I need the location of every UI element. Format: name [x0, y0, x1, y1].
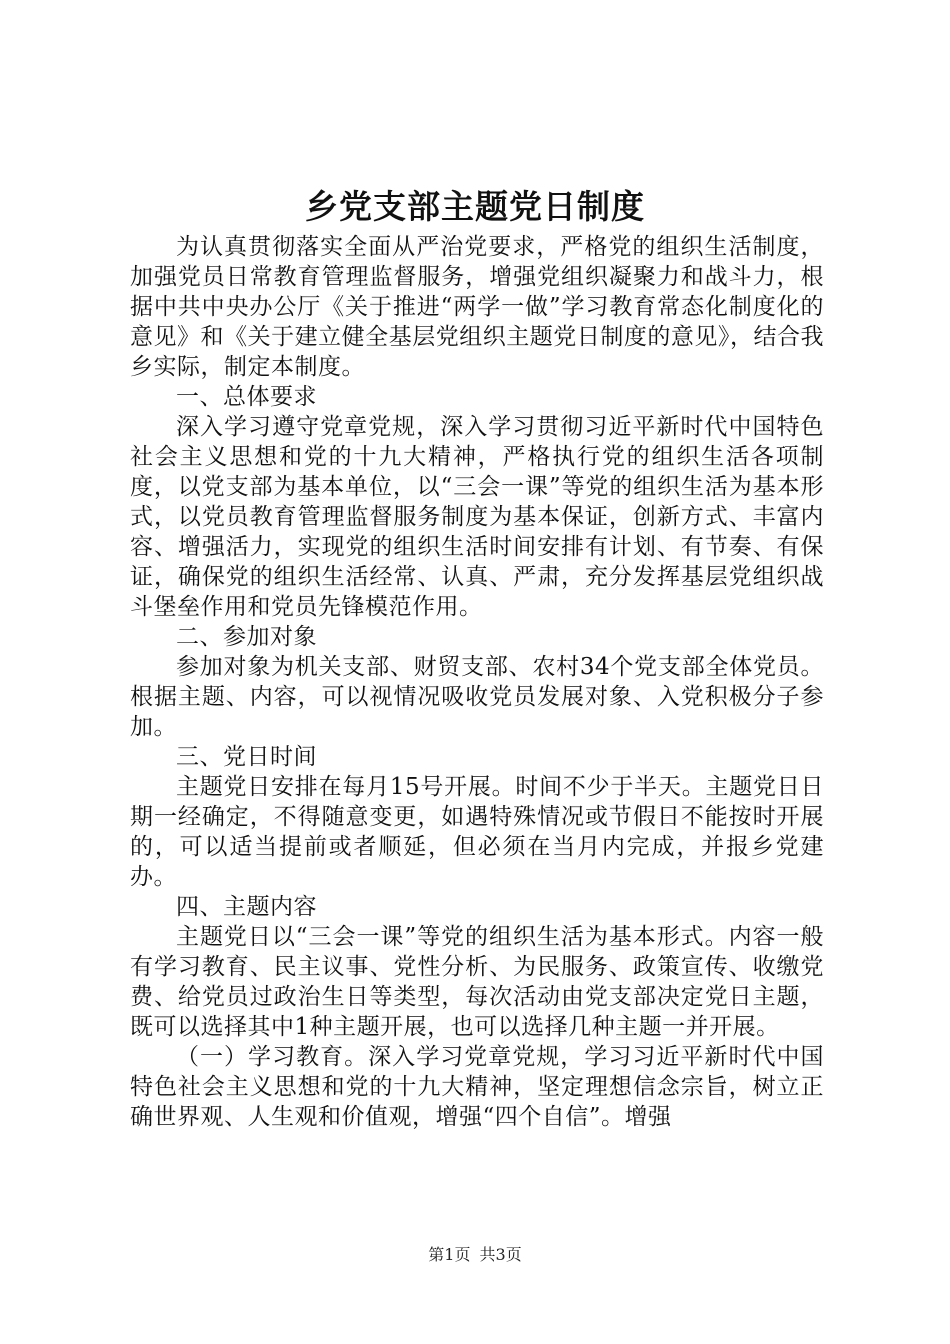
section-heading-party-day-time: 三、党日时间	[176, 744, 317, 770]
paragraph-party-day-time: 主题党日安排在每月15号开展。时间不少于半天。主题党日日期一经确定，不得随意变更，如遇特殊情况或节假日不能按时开展的，可以适当提前或者顺延，但必须在当月内完成，并报乡党建办。	[130, 774, 824, 890]
section-heading-theme-content: 四、主题内容	[176, 894, 317, 920]
intro-paragraph: 为认真贯彻落实全面从严治党要求，严格党的组织生活制度，加强党员日常教育管理监督服务，增强党组织凝聚力和战斗力，根据中共中央办公厅《关于推进“两学一做”学习教育常态化制度化的意见》和《关于建立健全基层党组织主题党日制度的意见》，结合我乡实际，制定本制度。	[130, 234, 824, 380]
page-total: 共3页	[479, 1245, 522, 1264]
paragraph-general-requirements: 深入学习遵守党章党规，深入学习贯彻习近平新时代中国特色社会主义思想和党的十九大精神，严格执行党的组织生活各项制度，以党支部为基本单位，以“三会一课”等党的组织生活为基本形式，以党员教育管理监督服务制度为基本保证，创新方式、丰富内容、增强活力，实现党的组织生活时间安排有计划、有节奏、有保证，确保党的组织生活经常、认真、严肃，充分发挥基层党组织战斗堡垒作用和党员先锋模范作用。	[130, 414, 824, 620]
document-title: 乡党支部主题党日制度	[305, 187, 645, 226]
page-number: 第1页	[428, 1245, 471, 1264]
paragraph-theme-content: 主题党日以“三会一课”等党的组织生活为基本形式。内容一般有学习教育、民主议事、党性分析、为民服务、政策宣传、收缴党费、给党员过政治生日等类型，每次活动由党支部决定党日主题，既可以选择其中1种主题开展，也可以选择几种主题一并开展。	[130, 924, 824, 1040]
document-body	[130, 232, 824, 1132]
paragraph-participants: 参加对象为机关支部、财贸支部、农村34个党支部全体党员。根据主题、内容，可以视情况吸收党员发展对象、入党积极分子参加。	[130, 654, 824, 740]
section-heading-general-requirements: 一、总体要求	[176, 384, 317, 410]
page-footer	[0, 1245, 950, 1265]
section-heading-participants: 二、参加对象	[176, 624, 317, 650]
paragraph-study-education: （一）学习教育。深入学习党章党规，学习习近平新时代中国特色社会主义思想和党的十九大精神，坚定理想信念宗旨，树立正确世界观、人生观和价值观，增强“四个自信”。增强	[130, 1044, 824, 1130]
